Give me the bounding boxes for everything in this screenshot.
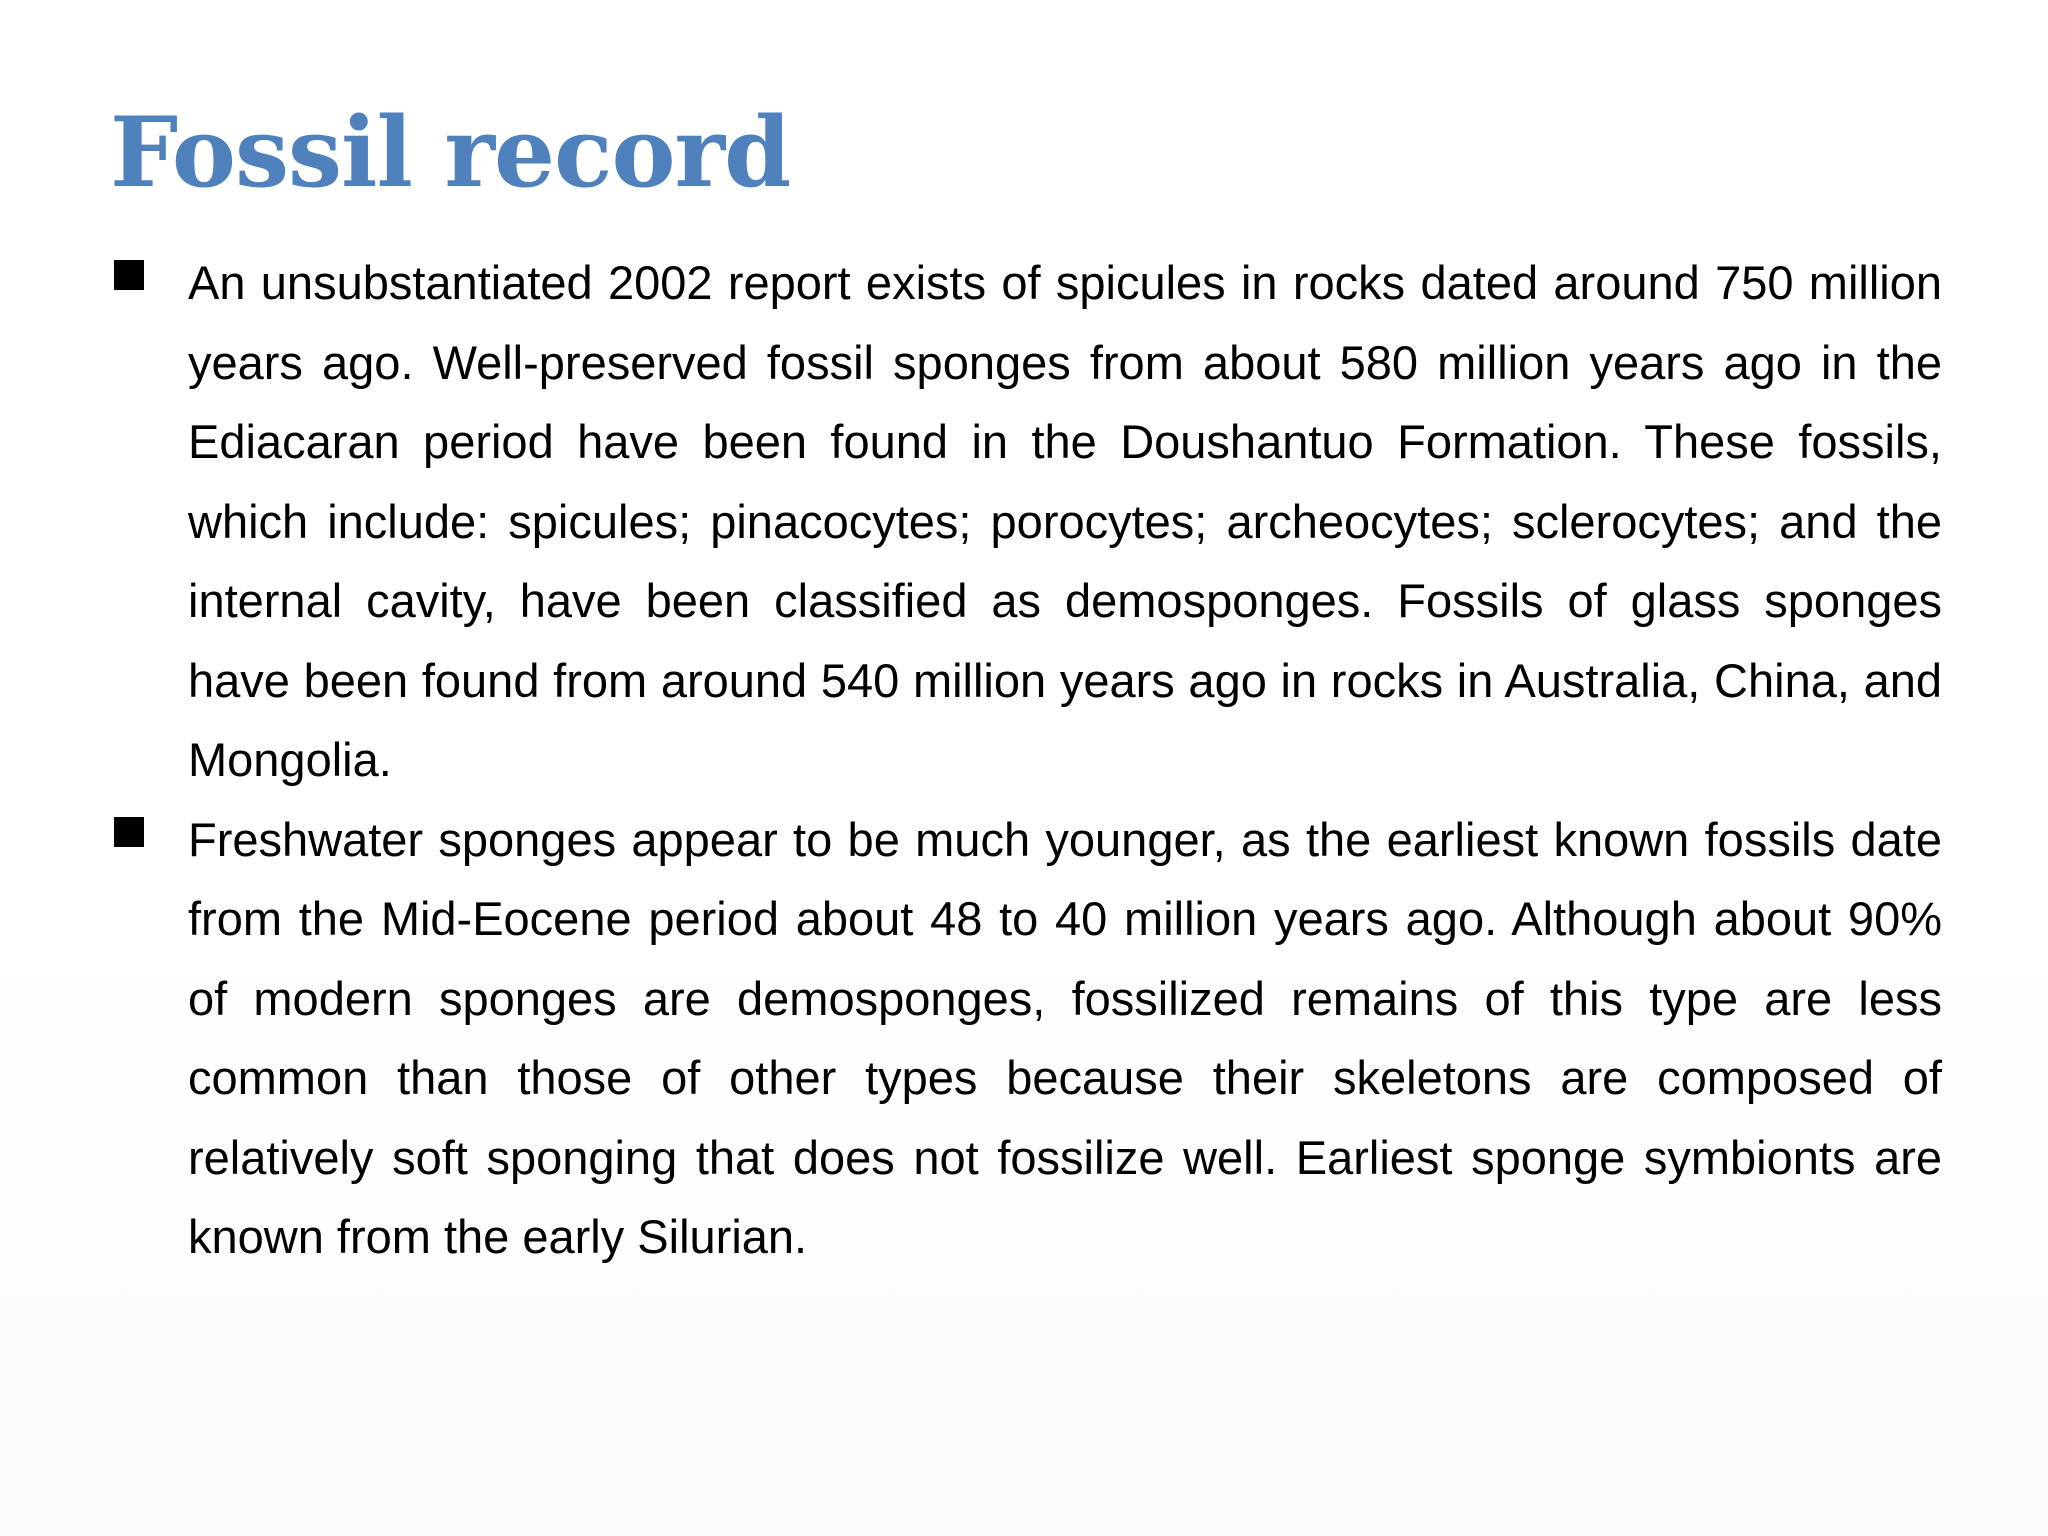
bullet-text: Freshwater sponges appear to be much younger, as the earliest known fossils date from the Mid-Eocene period about 48 to 40 million years ago. Although about 90% of modern sponges are demosponges, fossilized remains of this type are less common than those of other types because their skeletons are composed of relatively soft sponging that does not fossilize well. Earliest sponge symbionts are known from the early Silurian. <box>188 812 1942 1263</box>
square-bullet-icon <box>114 817 144 847</box>
bullet-text: An unsubstantiated 2002 report exists of spicules in rocks dated around 750 million years ago. Well-preserved fossil sponges from about 580 million years ago in the Ediacaran period have been found in the Doushantuo Formation. These fossils, which include: spicules; pinacocytes; porocytes; archeocytes; sclerocytes; and the internal cavity, have been classified as demosponges. Fossils of glass sponges have been found from around 540 million years ago in rocks in Australia, China, and Mongolia. <box>188 256 1942 786</box>
bullet-item <box>112 800 1942 1277</box>
bullet-item <box>112 243 1942 800</box>
bullet-list <box>112 243 1942 1277</box>
square-bullet-icon <box>114 260 144 290</box>
slide-title: Fossil record <box>110 96 791 209</box>
